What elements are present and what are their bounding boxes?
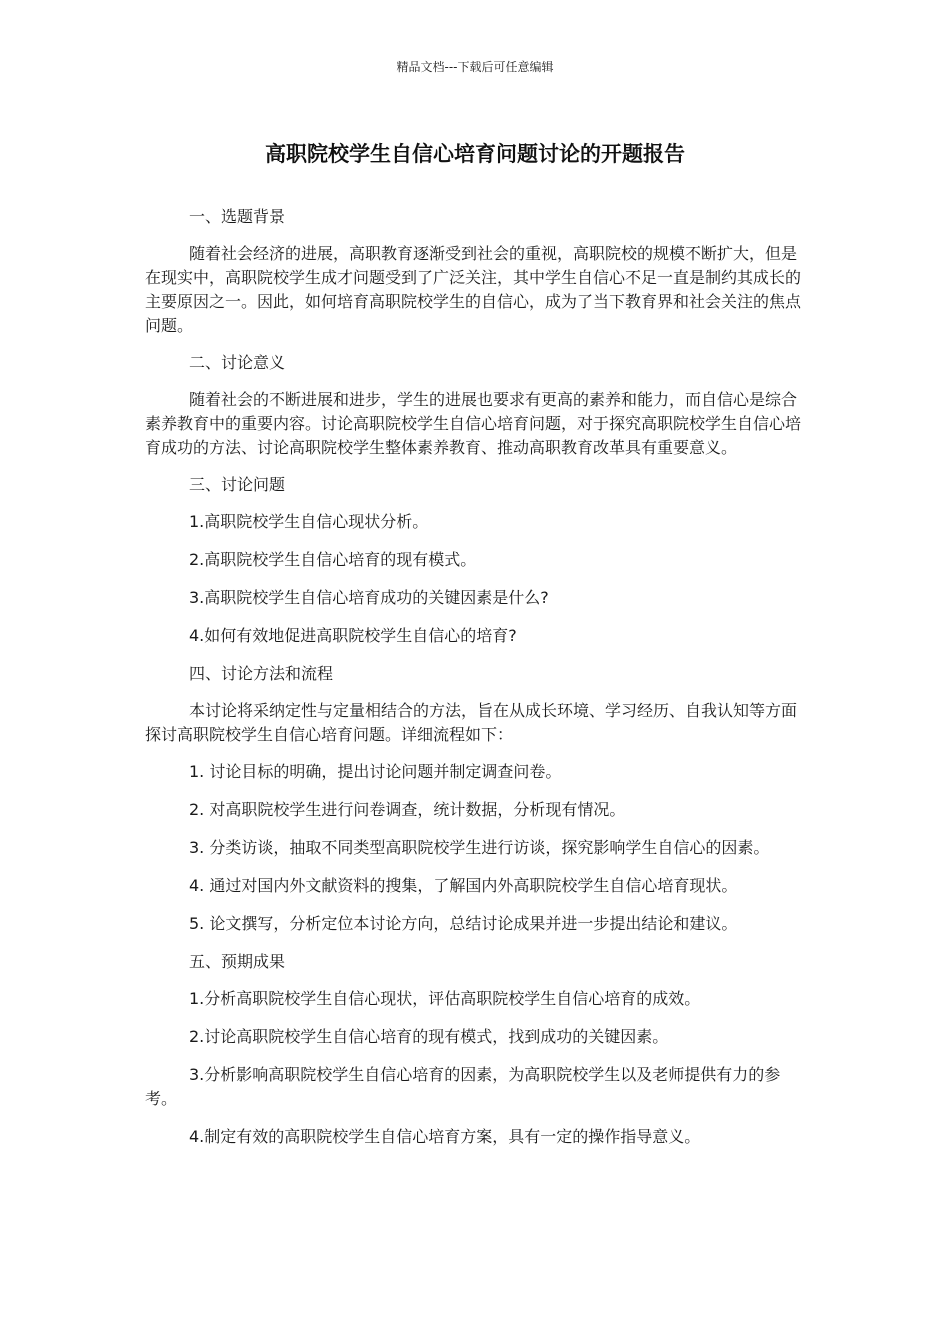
paragraph-methods-intro: 本讨论将采纳定性与定量相结合的方法，旨在从成长环境、学习经历、自我认知等方面探讨高职院校学生自信心培育问题。详细流程如下： — [145, 701, 798, 744]
document-title: 高职院校学生自信心培育问题讨论的开题报告 — [265, 142, 685, 166]
section-heading-questions: 三、讨论问题 — [189, 475, 286, 494]
header-note: 精品文档---下载后可任意编辑 — [396, 60, 554, 74]
list-item-question: 1.高职院校学生自信心现状分析。 — [189, 512, 429, 531]
list-item-step: 5. 论文撰写，分析定位本讨论方向，总结讨论成果并进一步提出结论和建议。 — [189, 914, 738, 933]
list-item-question: 4.如何有效地促进高职院校学生自信心的培育? — [189, 626, 517, 645]
list-item-outcome: 1.分析高职院校学生自信心现状，评估高职院校学生自信心培育的成效。 — [189, 989, 701, 1008]
list-item-question: 3.高职院校学生自信心培育成功的关键因素是什么? — [189, 588, 549, 607]
list-item-outcome: 4.制定有效的高职院校学生自信心培育方案，具有一定的操作指导意义。 — [189, 1127, 701, 1146]
list-item-step: 4. 通过对国内外文献资料的搜集，了解国内外高职院校学生自信心培育现状。 — [189, 876, 738, 895]
list-item-outcome: 2.讨论高职院校学生自信心培育的现有模式，找到成功的关键因素。 — [189, 1027, 669, 1046]
list-item-outcome: 3.分析影响高职院校学生自信心培育的因素，为高职院校学生以及老师提供有力的参考。 — [145, 1065, 781, 1108]
list-item-step: 2. 对高职院校学生进行问卷调查，统计数据，分析现有情况。 — [189, 800, 626, 819]
paragraph-significance: 随着社会的不断进展和进步，学生的进展也要求有更高的素养和能力，而自信心是综合素养教育中的重要内容。讨论高职院校学生自信心培育问题，对于探究高职院校学生自信心培育成功的方法、讨论高职院校学生整体素养教育、推动高职教育改革具有重要意义。 — [145, 390, 802, 457]
document-body — [145, 205, 807, 1163]
section-heading-methods: 四、讨论方法和流程 — [189, 664, 334, 683]
list-item-step: 1. 讨论目标的明确，提出讨论问题并制定调查问卷。 — [189, 762, 562, 781]
section-heading-background: 一、选题背景 — [189, 207, 286, 226]
list-item-question: 2.高职院校学生自信心培育的现有模式。 — [189, 550, 477, 569]
section-heading-significance: 二、讨论意义 — [189, 353, 286, 372]
paragraph-background: 随着社会经济的进展，高职教育逐渐受到社会的重视，高职院校的规模不断扩大，但是在现实中，高职院校学生成才问题受到了广泛关注，其中学生自信心不足一直是制约其成长的主要原因之一。因此，如何培育高职院校学生的自信心，成为了当下教育界和社会关注的焦点问题。 — [145, 244, 802, 335]
section-heading-outcomes: 五、预期成果 — [189, 952, 286, 971]
list-item-step: 3. 分类访谈，抽取不同类型高职院校学生进行访谈，探究影响学生自信心的因素。 — [189, 838, 770, 857]
